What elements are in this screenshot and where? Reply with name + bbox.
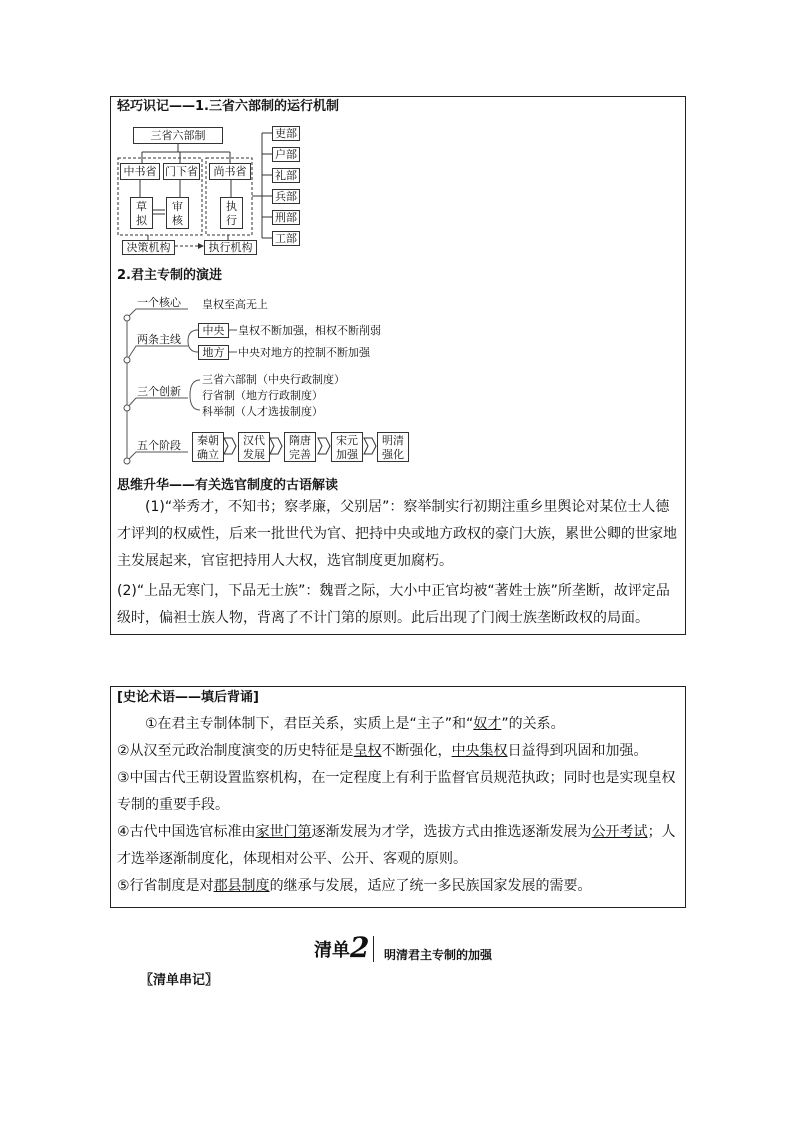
term-answer-kaoshi: 公开考试	[591, 824, 648, 840]
stage-3: 隋唐完善	[284, 432, 316, 462]
qingdan-subheading: 〖清单串记〗	[140, 973, 219, 988]
term-line-1: ①在君主专制体制下，君臣关系，实质上是“主子”和“奴才”的关系。	[145, 716, 565, 732]
tree-innovation-2: 行省制（地方行政制度）	[202, 389, 323, 402]
section-heading-thinking: 思维升华——有关选官制度的古语解读	[117, 478, 339, 493]
diagram-shenhe: 审核	[166, 197, 189, 229]
paragraph-1: (1)“举秀才，不知书；察孝廉，父别居”：察举制实行初期注重乡里舆论对某位士人德才评判的权威性，后来一批世代为官、把持中央或地方政权的豪门大族，累世公卿的世家地主发展起来，官宦把持用人大权，选官制度更加腐朽。	[117, 499, 677, 569]
tree-two-label: 两条主线	[137, 333, 181, 346]
tree-local-text: 中央对地方的控制不断加强	[238, 346, 370, 359]
tree-innovation-3: 科举制（人才选拔制度）	[202, 405, 323, 418]
diagram-shangshu: 尚书省	[209, 163, 251, 180]
section-heading-mechanism: 轻巧识记——1.三省六部制的运行机制	[117, 99, 339, 114]
diagram-zhongshu: 中书省	[120, 163, 160, 180]
term-line-3: ③中国古代王朝设置监察机构，在一定程度上有利于监督官员规范执政；同时也是实现皇权专制的重要手段。	[117, 770, 676, 813]
tree-central-text: 皇权不断加强，相权不断削弱	[238, 324, 381, 337]
tree-central: 中央	[198, 323, 229, 338]
stage-2: 汉代发展	[238, 432, 270, 462]
term-line-2: ②从汉至元政治制度演变的历史特征是皇权不断强化，中央集权日益得到巩固和加强。	[117, 743, 648, 759]
term-line-4: ④古代中国选官标准由家世门第逐渐发展为才学，选拔方式由推选逐渐发展为公开考试；人才选举逐渐制度化，体现相对公平、公开、客观的原则。	[117, 824, 676, 867]
diagram-top-node: 三省六部制	[133, 127, 223, 144]
term-answer-huangquan: 皇权	[353, 743, 382, 759]
diagram-execution-body: 执行机构	[204, 240, 257, 255]
tree-core-label: 一个核心	[137, 296, 181, 309]
tree-five-label: 五个阶段	[137, 439, 181, 452]
tree-core-text: 皇权至高无上	[202, 298, 268, 311]
ministry-2: 户部	[272, 147, 300, 162]
ministry-6: 工部	[272, 231, 300, 246]
ministry-5: 刑部	[272, 210, 300, 225]
qingdan-number: 2	[350, 931, 370, 964]
section-heading-evolution: 2.君主专制的演进	[117, 268, 222, 283]
paragraph-2: (2)“上品无寒门，下品无士族”：魏晋之际，大小中正官均被“著姓士族”所垄断，故评定品级时，偏袒士族人物，背离了不计门第的原则。此后出现了门阀士族垄断政权的局面。	[117, 583, 670, 626]
terms-heading: [史论术语——填后背诵]	[117, 690, 259, 705]
qingdan-divider	[373, 936, 374, 962]
stage-5: 明清强化	[377, 432, 409, 462]
diagram-decision-body: 决策机构	[122, 240, 175, 255]
tree-three-label: 三个创新	[137, 385, 181, 398]
term-line-5: ⑤行省制度是对郡县制度的继承与发展，适应了统一多民族国家发展的需要。	[117, 878, 592, 894]
term-answer-jiquan: 中央集权	[451, 743, 508, 759]
diagram-menxia: 门下省	[165, 165, 198, 178]
stage-1: 秦朝确立	[192, 432, 224, 462]
term-answer-junxian: 郡县制度	[213, 878, 270, 894]
term-answer-jiashi: 家世门第	[255, 824, 312, 840]
qingdan-label: 清单	[314, 940, 350, 961]
ministry-1: 吏部	[272, 126, 300, 141]
ministry-4: 兵部	[272, 189, 300, 204]
stage-4: 宋元加强	[331, 432, 363, 462]
diagram-caoni: 草拟	[130, 197, 153, 229]
qingdan-title: 明清君主专制的加强	[384, 948, 493, 962]
diagram-zhixing: 执行	[220, 197, 243, 229]
term-answer-nucai: 奴才	[473, 716, 502, 732]
tree-local: 地方	[198, 345, 229, 360]
tree-innovation-1: 三省六部制（中央行政制度）	[202, 373, 345, 386]
ministry-3: 礼部	[272, 168, 300, 183]
